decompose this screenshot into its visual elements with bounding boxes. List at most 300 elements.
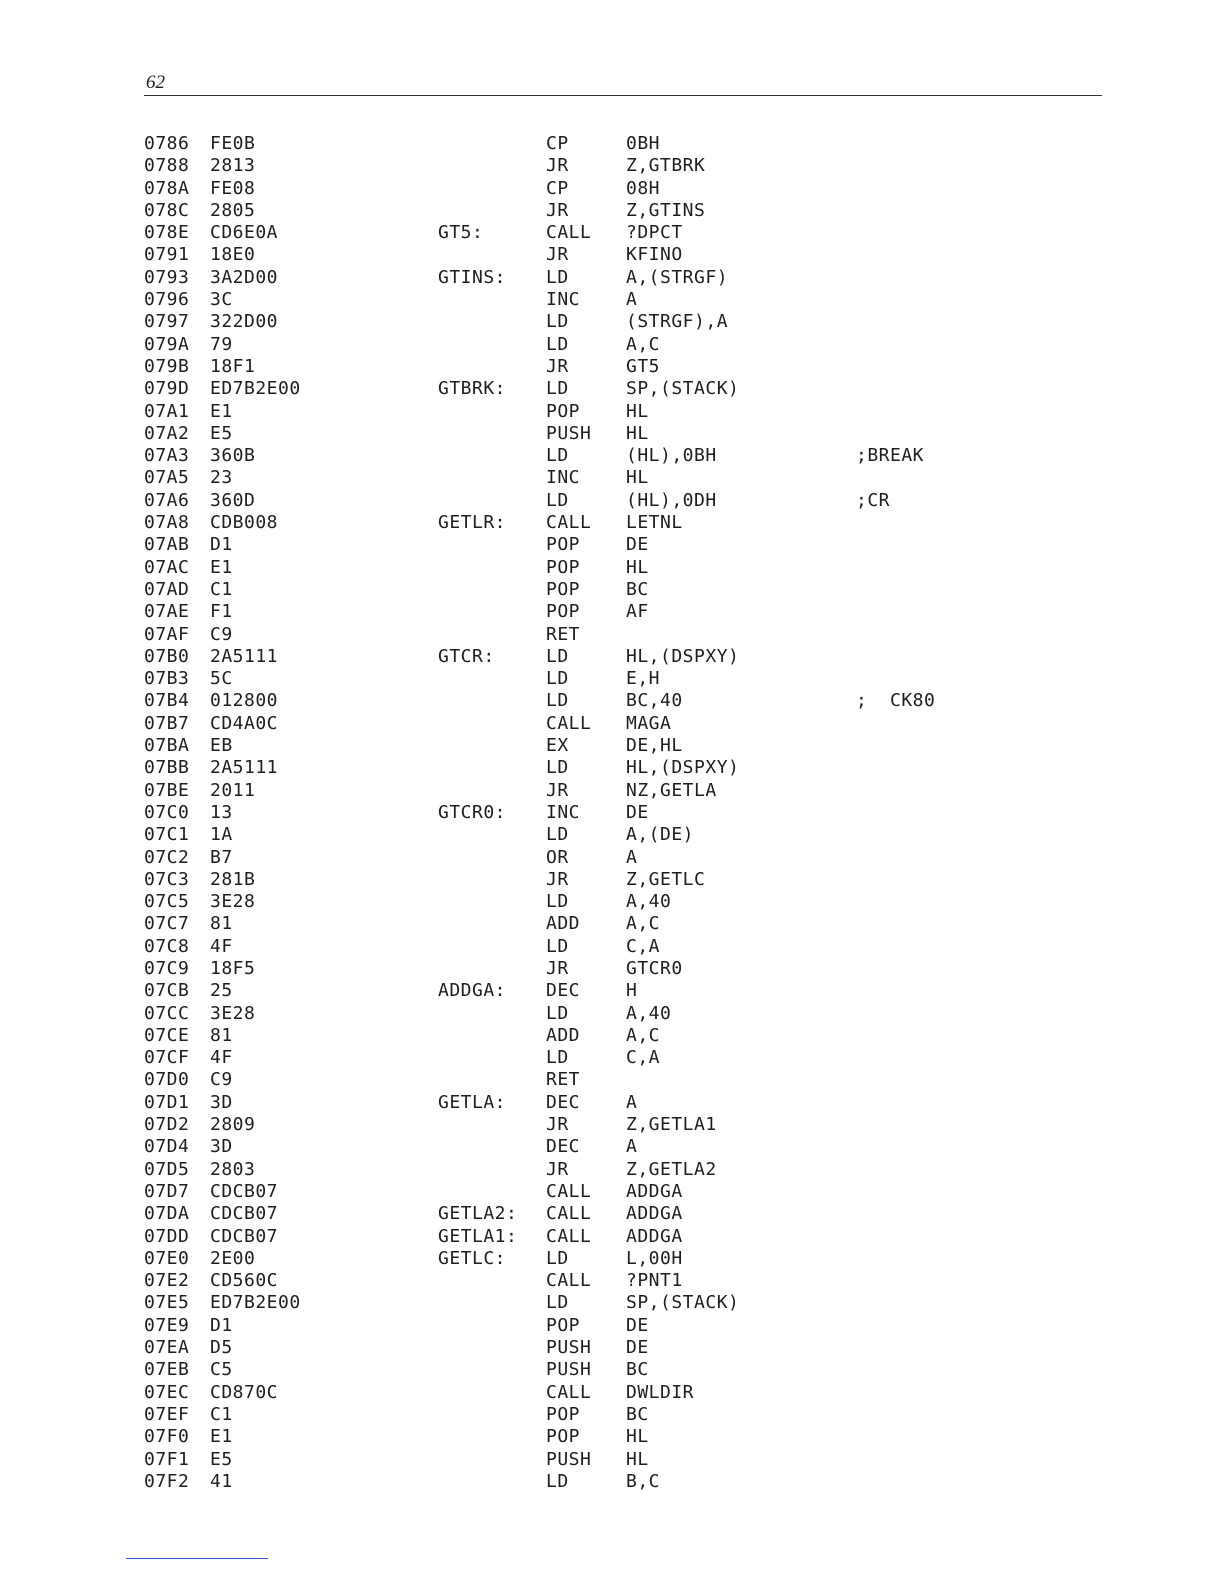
object-code: 3D bbox=[210, 1091, 233, 1113]
address: 07D5 bbox=[144, 1158, 190, 1180]
mnemonic: DEC bbox=[546, 1091, 581, 1113]
operand: HL bbox=[626, 400, 649, 422]
mnemonic: CALL bbox=[546, 1270, 592, 1292]
address: 07EA bbox=[144, 1337, 190, 1359]
address: 07B0 bbox=[144, 645, 190, 667]
object-code: 2E00 bbox=[210, 1247, 256, 1269]
mnemonic: LD bbox=[546, 333, 569, 355]
object-code: D1 bbox=[210, 1314, 233, 1336]
label: GETLA2: bbox=[438, 1203, 518, 1225]
object-code: CDB008 bbox=[210, 512, 279, 534]
address: 07AD bbox=[144, 578, 190, 600]
address: 07EF bbox=[144, 1403, 190, 1425]
operand: DE,HL bbox=[626, 735, 683, 757]
object-code: C9 bbox=[210, 1069, 233, 1091]
address: 07DD bbox=[144, 1225, 190, 1247]
object-code: 012800 bbox=[210, 690, 279, 712]
listing-row bbox=[0, 289, 1224, 311]
mnemonic: LD bbox=[546, 489, 569, 511]
listing-row bbox=[0, 1404, 1224, 1426]
mnemonic: DEC bbox=[546, 1136, 581, 1158]
label: GETLC: bbox=[438, 1247, 507, 1269]
object-code: CDCB07 bbox=[210, 1180, 279, 1202]
listing-row bbox=[0, 200, 1224, 222]
comment: ; CK80 bbox=[856, 690, 936, 712]
object-code: B7 bbox=[210, 846, 233, 868]
object-code: 3E28 bbox=[210, 1002, 256, 1024]
operand: A bbox=[626, 289, 638, 311]
operand: B,C bbox=[626, 1470, 661, 1492]
label: GTBRK: bbox=[438, 378, 507, 400]
address: 07A6 bbox=[144, 489, 190, 511]
operand: HL bbox=[626, 422, 649, 444]
operand: Z,GTINS bbox=[626, 199, 706, 221]
object-code: CDCB07 bbox=[210, 1203, 279, 1225]
listing-row bbox=[0, 958, 1224, 980]
operand: A,C bbox=[626, 1024, 661, 1046]
mnemonic: LD bbox=[546, 645, 569, 667]
mnemonic: CALL bbox=[546, 512, 592, 534]
mnemonic: POP bbox=[546, 578, 581, 600]
listing-row bbox=[0, 1226, 1224, 1248]
address: 07E9 bbox=[144, 1314, 190, 1336]
operand: DWLDIR bbox=[626, 1381, 695, 1403]
address: 07BE bbox=[144, 779, 190, 801]
mnemonic: PUSH bbox=[546, 1359, 592, 1381]
address: 07CE bbox=[144, 1024, 190, 1046]
mnemonic: JR bbox=[546, 244, 569, 266]
object-code: C1 bbox=[210, 1403, 233, 1425]
mnemonic: PUSH bbox=[546, 1337, 592, 1359]
address: 07D1 bbox=[144, 1091, 190, 1113]
mnemonic: LD bbox=[546, 445, 569, 467]
address: 07DA bbox=[144, 1203, 190, 1225]
operand: SP,(STACK) bbox=[626, 378, 740, 400]
address: 07C1 bbox=[144, 824, 190, 846]
mnemonic: POP bbox=[546, 1314, 581, 1336]
listing-row bbox=[0, 1248, 1224, 1270]
listing-row bbox=[0, 936, 1224, 958]
operand: A,40 bbox=[626, 1002, 672, 1024]
address: 0786 bbox=[144, 133, 190, 154]
address: 07B3 bbox=[144, 668, 190, 690]
operand: NZ,GETLA bbox=[626, 779, 717, 801]
footnote-rule bbox=[126, 1558, 268, 1559]
address: 07D4 bbox=[144, 1136, 190, 1158]
object-code: CD6E0A bbox=[210, 222, 279, 244]
mnemonic: POP bbox=[546, 400, 581, 422]
listing-row bbox=[0, 624, 1224, 646]
comment: ;BREAK bbox=[856, 445, 925, 467]
mnemonic: LD bbox=[546, 378, 569, 400]
listing-row bbox=[0, 1025, 1224, 1047]
mnemonic: CALL bbox=[546, 1381, 592, 1403]
listing-row bbox=[0, 1449, 1224, 1471]
listing-row bbox=[0, 557, 1224, 579]
object-code: 3A2D00 bbox=[210, 266, 279, 288]
operand: A,40 bbox=[626, 891, 672, 913]
object-code: 81 bbox=[210, 1024, 233, 1046]
operand: (HL),0BH bbox=[626, 445, 717, 467]
operand: GT5 bbox=[626, 355, 661, 377]
operand: 0BH bbox=[626, 133, 661, 154]
operand: A bbox=[626, 1091, 638, 1113]
mnemonic: INC bbox=[546, 289, 581, 311]
operand: BC bbox=[626, 578, 649, 600]
object-code: C1 bbox=[210, 578, 233, 600]
page-number: 62 bbox=[146, 72, 165, 93]
operand: AF bbox=[626, 601, 649, 623]
listing-row bbox=[0, 222, 1224, 244]
mnemonic: CALL bbox=[546, 1203, 592, 1225]
mnemonic: JR bbox=[546, 868, 569, 890]
listing-row bbox=[0, 891, 1224, 913]
object-code: 2A5111 bbox=[210, 645, 279, 667]
object-code: 2813 bbox=[210, 155, 256, 177]
header-rule bbox=[144, 95, 1102, 96]
object-code: 41 bbox=[210, 1470, 233, 1492]
mnemonic: JR bbox=[546, 1114, 569, 1136]
address: 079A bbox=[144, 333, 190, 355]
object-code: 2809 bbox=[210, 1114, 256, 1136]
object-code: C9 bbox=[210, 623, 233, 645]
object-code: 18F1 bbox=[210, 355, 256, 377]
mnemonic: POP bbox=[546, 556, 581, 578]
address: 07CC bbox=[144, 1002, 190, 1024]
address: 07AB bbox=[144, 534, 190, 556]
operand: HL bbox=[626, 467, 649, 489]
comment: ;CR bbox=[856, 489, 891, 511]
object-code: 2803 bbox=[210, 1158, 256, 1180]
address: 07C2 bbox=[144, 846, 190, 868]
mnemonic: LD bbox=[546, 1002, 569, 1024]
mnemonic: LD bbox=[546, 824, 569, 846]
address: 07C0 bbox=[144, 801, 190, 823]
mnemonic: CALL bbox=[546, 222, 592, 244]
operand: Z,GETLA1 bbox=[626, 1114, 717, 1136]
mnemonic: LD bbox=[546, 935, 569, 957]
listing-row bbox=[0, 646, 1224, 668]
listing-row bbox=[0, 579, 1224, 601]
operand: A,(DE) bbox=[626, 824, 695, 846]
mnemonic: CP bbox=[546, 133, 569, 154]
object-code: E1 bbox=[210, 1426, 233, 1448]
object-code: D1 bbox=[210, 534, 233, 556]
operand: H bbox=[626, 980, 638, 1002]
listing-row bbox=[0, 668, 1224, 690]
operand: ADDGA bbox=[626, 1203, 683, 1225]
object-code: 3D bbox=[210, 1136, 233, 1158]
listing-row bbox=[0, 267, 1224, 289]
mnemonic: POP bbox=[546, 1403, 581, 1425]
listing-row bbox=[0, 1092, 1224, 1114]
object-code: 79 bbox=[210, 333, 233, 355]
object-code: 281B bbox=[210, 868, 256, 890]
listing-row bbox=[0, 311, 1224, 333]
mnemonic: POP bbox=[546, 601, 581, 623]
listing-row bbox=[0, 869, 1224, 891]
address: 07A8 bbox=[144, 512, 190, 534]
operand: DE bbox=[626, 801, 649, 823]
operand: KFINO bbox=[626, 244, 683, 266]
object-code: 1A bbox=[210, 824, 233, 846]
operand: LETNL bbox=[626, 512, 683, 534]
mnemonic: OR bbox=[546, 846, 569, 868]
address: 07F0 bbox=[144, 1426, 190, 1448]
address: 07F1 bbox=[144, 1448, 190, 1470]
label: GTCR: bbox=[438, 645, 495, 667]
operand: Z,GETLA2 bbox=[626, 1158, 717, 1180]
listing-row bbox=[0, 1159, 1224, 1181]
address: 07EC bbox=[144, 1381, 190, 1403]
address: 07A3 bbox=[144, 445, 190, 467]
operand: ADDGA bbox=[626, 1225, 683, 1247]
address: 07D0 bbox=[144, 1069, 190, 1091]
object-code: EB bbox=[210, 735, 233, 757]
mnemonic: RET bbox=[546, 623, 581, 645]
label: ADDGA: bbox=[438, 980, 507, 1002]
address: 0793 bbox=[144, 266, 190, 288]
mnemonic: LD bbox=[546, 1292, 569, 1314]
operand: DE bbox=[626, 1337, 649, 1359]
object-code: 360B bbox=[210, 445, 256, 467]
mnemonic: CP bbox=[546, 177, 569, 199]
operand: L,00H bbox=[626, 1247, 683, 1269]
assembly-listing bbox=[0, 133, 1224, 1493]
address: 07E2 bbox=[144, 1270, 190, 1292]
mnemonic: JR bbox=[546, 199, 569, 221]
listing-row bbox=[0, 155, 1224, 177]
listing-row bbox=[0, 1337, 1224, 1359]
operand: BC,40 bbox=[626, 690, 683, 712]
object-code: 2805 bbox=[210, 199, 256, 221]
operand: Z,GETLC bbox=[626, 868, 706, 890]
object-code: 2011 bbox=[210, 779, 256, 801]
address: 079D bbox=[144, 378, 190, 400]
listing-row bbox=[0, 824, 1224, 846]
listing-row bbox=[0, 133, 1224, 155]
mnemonic: POP bbox=[546, 1426, 581, 1448]
operand: HL bbox=[626, 556, 649, 578]
mnemonic: PUSH bbox=[546, 422, 592, 444]
mnemonic: ADD bbox=[546, 913, 581, 935]
operand: E,H bbox=[626, 668, 661, 690]
operand: A,C bbox=[626, 333, 661, 355]
operand: DE bbox=[626, 1314, 649, 1336]
mnemonic: LD bbox=[546, 311, 569, 333]
listing-row bbox=[0, 1471, 1224, 1493]
operand: 08H bbox=[626, 177, 661, 199]
operand: BC bbox=[626, 1359, 649, 1381]
mnemonic: CALL bbox=[546, 712, 592, 734]
listing-row bbox=[0, 1270, 1224, 1292]
object-code: F1 bbox=[210, 601, 233, 623]
address: 07AE bbox=[144, 601, 190, 623]
listing-row bbox=[0, 1292, 1224, 1314]
address: 07B7 bbox=[144, 712, 190, 734]
listing-row bbox=[0, 244, 1224, 266]
address: 07CF bbox=[144, 1047, 190, 1069]
operand: Z,GTBRK bbox=[626, 155, 706, 177]
object-code: 5C bbox=[210, 668, 233, 690]
operand: (HL),0DH bbox=[626, 489, 717, 511]
label: GETLA: bbox=[438, 1091, 507, 1113]
listing-row bbox=[0, 1136, 1224, 1158]
listing-row bbox=[0, 401, 1224, 423]
mnemonic: ADD bbox=[546, 1024, 581, 1046]
object-code: E1 bbox=[210, 400, 233, 422]
address: 07A5 bbox=[144, 467, 190, 489]
object-code: 2A5111 bbox=[210, 757, 279, 779]
object-code: CD4A0C bbox=[210, 712, 279, 734]
object-code: FE08 bbox=[210, 177, 256, 199]
object-code: CD870C bbox=[210, 1381, 279, 1403]
operand: HL bbox=[626, 1426, 649, 1448]
operand: HL bbox=[626, 1448, 649, 1470]
listing-row bbox=[0, 713, 1224, 735]
address: 07B4 bbox=[144, 690, 190, 712]
label: GT5: bbox=[438, 222, 484, 244]
object-code: 3E28 bbox=[210, 891, 256, 913]
address: 0788 bbox=[144, 155, 190, 177]
operand: GTCR0 bbox=[626, 957, 683, 979]
mnemonic: LD bbox=[546, 1470, 569, 1492]
operand: ?PNT1 bbox=[626, 1270, 683, 1292]
address: 078E bbox=[144, 222, 190, 244]
label: GETLA1: bbox=[438, 1225, 518, 1247]
label: GTINS: bbox=[438, 266, 507, 288]
operand: HL,(DSPXY) bbox=[626, 757, 740, 779]
address: 0797 bbox=[144, 311, 190, 333]
operand: C,A bbox=[626, 1047, 661, 1069]
mnemonic: RET bbox=[546, 1069, 581, 1091]
address: 0796 bbox=[144, 289, 190, 311]
address: 07C8 bbox=[144, 935, 190, 957]
object-code: E1 bbox=[210, 556, 233, 578]
address: 078A bbox=[144, 177, 190, 199]
address: 07C7 bbox=[144, 913, 190, 935]
address: 07A2 bbox=[144, 422, 190, 444]
listing-row bbox=[0, 534, 1224, 556]
address: 079B bbox=[144, 355, 190, 377]
object-code: D5 bbox=[210, 1337, 233, 1359]
operand: SP,(STACK) bbox=[626, 1292, 740, 1314]
operand: C,A bbox=[626, 935, 661, 957]
mnemonic: JR bbox=[546, 1158, 569, 1180]
operand: A,C bbox=[626, 913, 661, 935]
mnemonic: LD bbox=[546, 891, 569, 913]
mnemonic: LD bbox=[546, 690, 569, 712]
object-code: 25 bbox=[210, 980, 233, 1002]
listing-row bbox=[0, 178, 1224, 200]
object-code: 360D bbox=[210, 489, 256, 511]
listing-row bbox=[0, 1203, 1224, 1225]
address: 0791 bbox=[144, 244, 190, 266]
listing-row bbox=[0, 378, 1224, 400]
operand: ADDGA bbox=[626, 1180, 683, 1202]
listing-row bbox=[0, 1003, 1224, 1025]
address: 07E5 bbox=[144, 1292, 190, 1314]
operand: ?DPCT bbox=[626, 222, 683, 244]
object-code: 4F bbox=[210, 935, 233, 957]
address: 07F2 bbox=[144, 1470, 190, 1492]
listing-row bbox=[0, 847, 1224, 869]
listing-row bbox=[0, 334, 1224, 356]
object-code: 4F bbox=[210, 1047, 233, 1069]
listing-row bbox=[0, 913, 1224, 935]
listing-row bbox=[0, 445, 1224, 467]
operand: (STRGF),A bbox=[626, 311, 729, 333]
listing-row bbox=[0, 1382, 1224, 1404]
address: 07A1 bbox=[144, 400, 190, 422]
address: 07BB bbox=[144, 757, 190, 779]
address: 07D2 bbox=[144, 1114, 190, 1136]
listing-row bbox=[0, 1114, 1224, 1136]
mnemonic: LD bbox=[546, 1247, 569, 1269]
address: 07BA bbox=[144, 735, 190, 757]
label: GTCR0: bbox=[438, 801, 507, 823]
object-code: 81 bbox=[210, 913, 233, 935]
mnemonic: LD bbox=[546, 668, 569, 690]
mnemonic: INC bbox=[546, 801, 581, 823]
mnemonic: LD bbox=[546, 1047, 569, 1069]
object-code: 13 bbox=[210, 801, 233, 823]
label: GETLR: bbox=[438, 512, 507, 534]
mnemonic: LD bbox=[546, 757, 569, 779]
listing-row bbox=[0, 1315, 1224, 1337]
listing-row bbox=[0, 512, 1224, 534]
mnemonic: JR bbox=[546, 779, 569, 801]
listing-row bbox=[0, 690, 1224, 712]
mnemonic: INC bbox=[546, 467, 581, 489]
mnemonic: CALL bbox=[546, 1180, 592, 1202]
address: 078C bbox=[144, 199, 190, 221]
listing-row bbox=[0, 423, 1224, 445]
object-code: ED7B2E00 bbox=[210, 1292, 301, 1314]
address: 07C3 bbox=[144, 868, 190, 890]
listing-row bbox=[0, 490, 1224, 512]
listing-row bbox=[0, 1359, 1224, 1381]
object-code: 3C bbox=[210, 289, 233, 311]
object-code: 322D00 bbox=[210, 311, 279, 333]
address: 07D7 bbox=[144, 1180, 190, 1202]
listing-row bbox=[0, 980, 1224, 1002]
object-code: E5 bbox=[210, 422, 233, 444]
listing-row bbox=[0, 735, 1224, 757]
object-code: 18E0 bbox=[210, 244, 256, 266]
operand: BC bbox=[626, 1403, 649, 1425]
operand: HL,(DSPXY) bbox=[626, 645, 740, 667]
object-code: FE0B bbox=[210, 133, 256, 154]
listing-row bbox=[0, 1181, 1224, 1203]
mnemonic: EX bbox=[546, 735, 569, 757]
mnemonic: DEC bbox=[546, 980, 581, 1002]
mnemonic: POP bbox=[546, 534, 581, 556]
address: 07C5 bbox=[144, 891, 190, 913]
address: 07CB bbox=[144, 980, 190, 1002]
address: 07AC bbox=[144, 556, 190, 578]
listing-row bbox=[0, 1047, 1224, 1069]
operand: A bbox=[626, 1136, 638, 1158]
object-code: ED7B2E00 bbox=[210, 378, 301, 400]
listing-row bbox=[0, 467, 1224, 489]
operand: A,(STRGF) bbox=[626, 266, 729, 288]
listing-row bbox=[0, 356, 1224, 378]
object-code: E5 bbox=[210, 1448, 233, 1470]
operand: MAGA bbox=[626, 712, 672, 734]
object-code: 23 bbox=[210, 467, 233, 489]
listing-row bbox=[0, 601, 1224, 623]
